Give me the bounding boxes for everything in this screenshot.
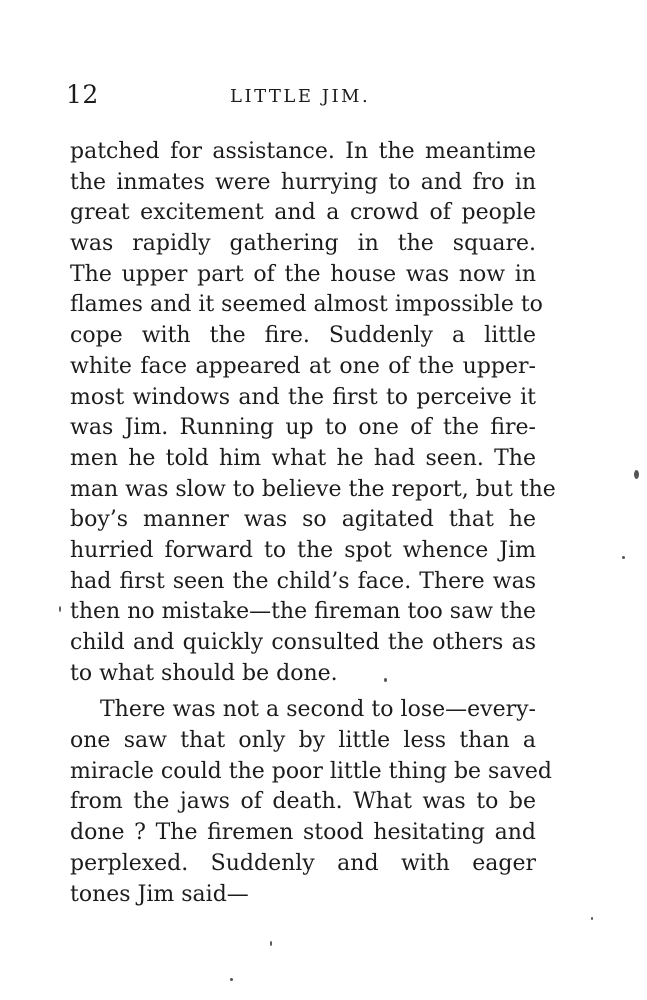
text-line: the inmates were hurrying to and fro in bbox=[70, 169, 536, 195]
print-speck bbox=[270, 941, 272, 946]
text-line: flames and it seemed almost impossible to bbox=[70, 292, 543, 318]
text-line: great excitement and a crowd of people bbox=[70, 200, 536, 226]
print-speck bbox=[622, 556, 625, 559]
paragraph-1 bbox=[70, 137, 556, 689]
print-speck bbox=[384, 678, 387, 682]
running-head bbox=[66, 80, 536, 114]
text-line: to what should be done. bbox=[70, 660, 338, 686]
text-line: was rapidly gathering in the square. bbox=[70, 231, 536, 257]
text-line: men he told him what he had seen. The bbox=[70, 445, 536, 471]
text-line: The upper part of the house was now in bbox=[70, 261, 536, 287]
print-speck bbox=[59, 606, 61, 612]
text-line: tones Jim said— bbox=[70, 881, 249, 907]
text-line: miracle could the poor little thing be saved bbox=[70, 758, 552, 784]
text-line: cope with the fire. Suddenly a little bbox=[70, 323, 536, 349]
page-number: 12 bbox=[66, 80, 99, 109]
book-title: LITTLE JIM. bbox=[230, 86, 371, 107]
text-line: one saw that only by little less than a bbox=[70, 728, 536, 754]
print-speck bbox=[230, 978, 233, 981]
text-line: was Jim. Running up to one of the fire- bbox=[70, 415, 536, 441]
text-line: There was not a second to lose—every- bbox=[100, 697, 536, 723]
text-line: had first seen the child’s face. There was bbox=[70, 568, 536, 594]
text-line: then no mistake—the fireman too saw the bbox=[70, 599, 537, 625]
print-speck bbox=[634, 470, 639, 479]
text-line: most windows and the first to perceive it bbox=[70, 384, 536, 410]
body-text bbox=[70, 137, 556, 910]
print-speck bbox=[591, 917, 593, 920]
paragraph-2 bbox=[70, 695, 552, 910]
text-line: patched for assistance. In the meantime bbox=[70, 139, 536, 164]
text-line: child and quickly consulted the others as bbox=[70, 630, 536, 655]
text-line: from the jaws of death. What was to be bbox=[70, 789, 536, 815]
text-line: perplexed. Suddenly and with eager bbox=[70, 850, 536, 876]
text-line: white face appeared at one of the upper- bbox=[70, 353, 536, 379]
text-line: man was slow to believe the report, but the bbox=[70, 476, 556, 502]
text-line: boy’s manner was so agitated that he bbox=[70, 507, 536, 533]
text-line: hurried forward to the spot whence Jim bbox=[70, 537, 536, 563]
text-line: done ? The firemen stood hesitating and bbox=[70, 820, 536, 846]
